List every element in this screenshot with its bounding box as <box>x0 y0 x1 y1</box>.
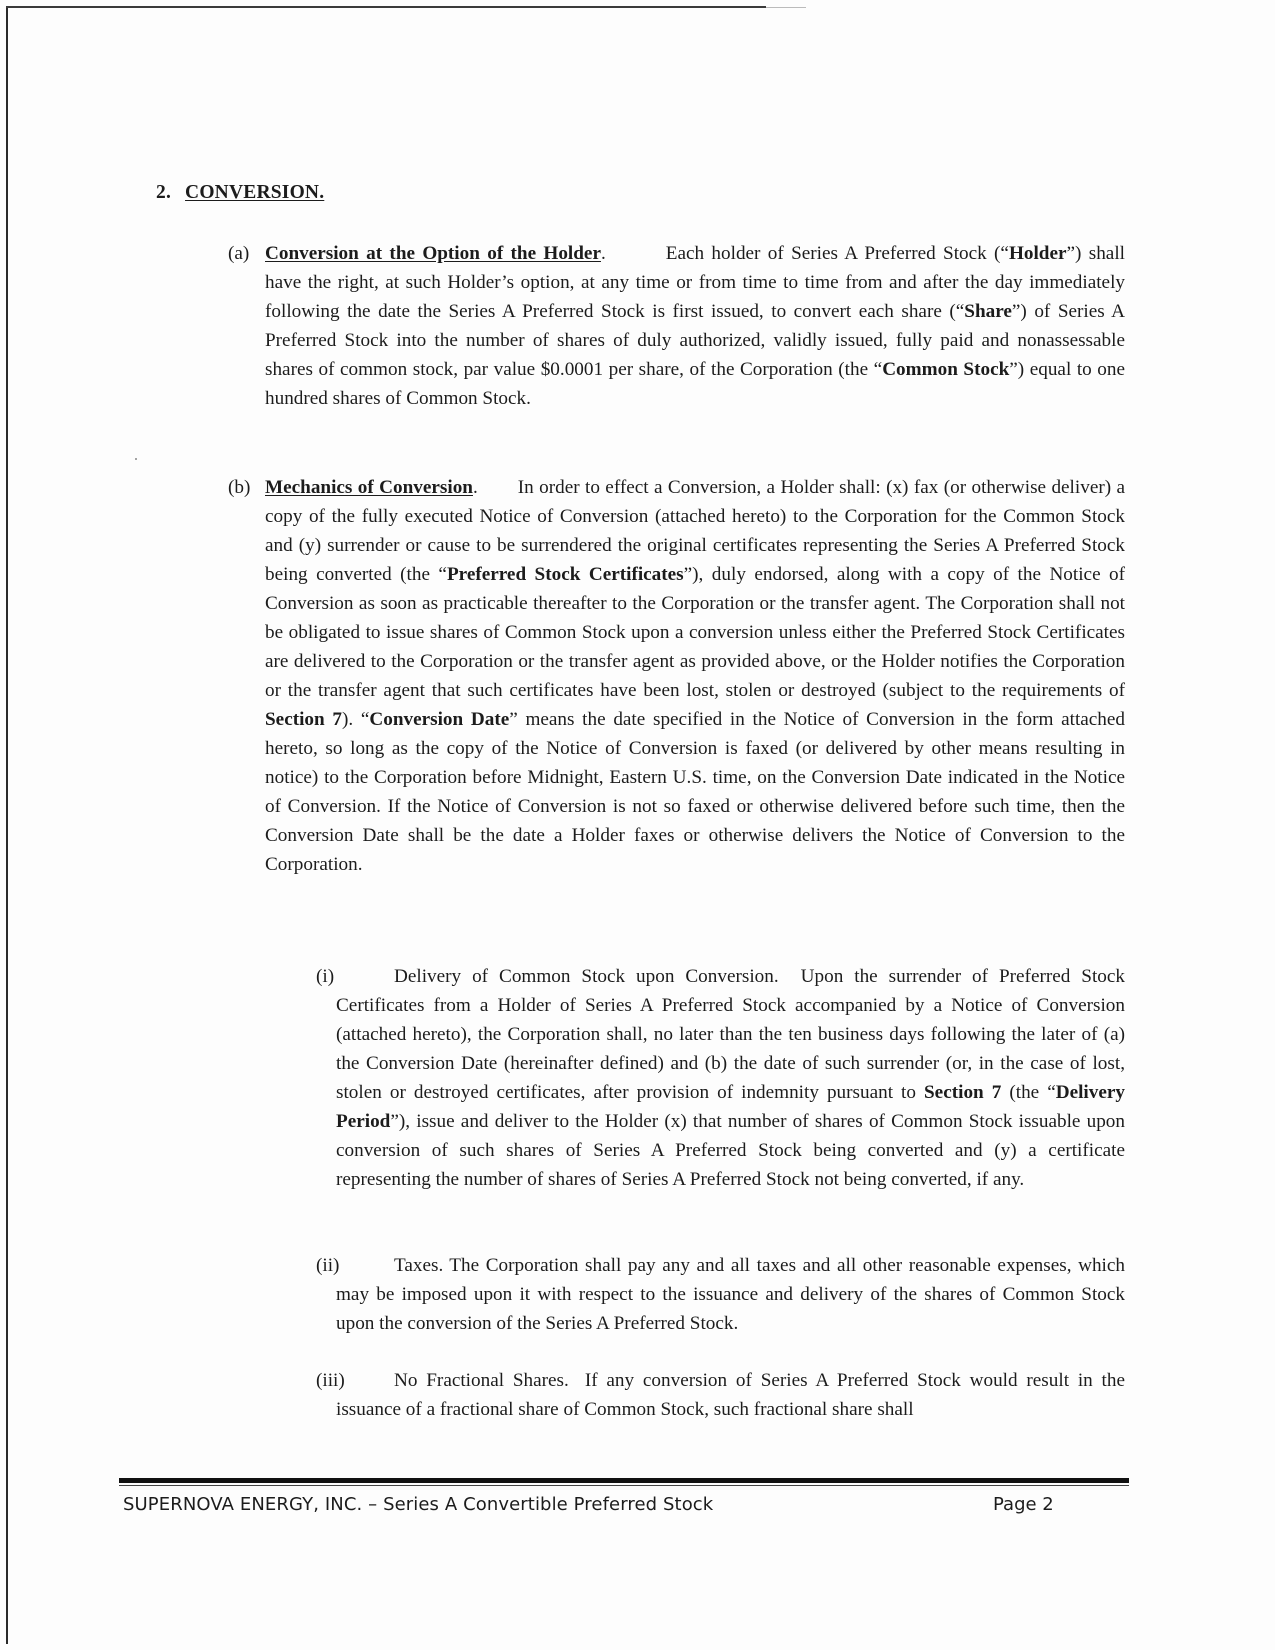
defined-term-share: Share <box>964 301 1012 322</box>
subparagraph-marker: (ii) <box>316 1255 340 1276</box>
footer-page-number: Page 2 <box>993 1494 1054 1515</box>
paragraph-heading: Mechanics of Conversion <box>265 477 473 498</box>
section-title: CONVERSION. <box>185 182 325 203</box>
paragraph-marker: (b) <box>228 477 251 498</box>
paragraph-text: ”), duly endorsed, along with a copy of the Notice of Conversion as soon as practicable thereafter to the Corporation or the transfer agent. The Corporation shall not be obligated to issue shares of Common Stock upon a conversion unless either the Preferred Stock Certificates are delivered to the Corporation or the transfer agent as provided above, or the Holder notifies the Corporation or the transfer agent that such certificates have been lost, stolen or destroyed (subject to the requirements of <box>265 564 1126 701</box>
defined-term-common-stock: Common Stock <box>882 359 1010 380</box>
footer-document-title: SUPERNOVA ENERGY, INC. – Series A Convertible Preferred Stock <box>123 1494 714 1515</box>
paragraph-heading: Conversion at the Option of the Holder <box>265 243 601 264</box>
subparagraph-heading: No Fractional Shares <box>394 1370 565 1391</box>
paragraph-heading-end: . <box>472 477 478 498</box>
section-heading <box>156 182 324 204</box>
defined-term-preferred-stock-certificates: Preferred Stock Certificates <box>446 564 684 585</box>
subparagraph-heading-end: . <box>564 1370 569 1391</box>
paragraph-text: In order to effect a Conversion, a Holder shall: (x) fax (or otherwise deliver) a copy of the fully executed Notice of Conversion (attached hereto) to the Corporation for the Common Stock and (y) surrender or cause to be surrendered the original certificates representing the Series A Preferred Stock being converted (the “ <box>265 477 1126 585</box>
paragraph-mechanics-of-conversion <box>228 473 1126 879</box>
subparagraph-text: ”), issue and deliver to the Holder (x) that number of shares of Common Stock issuable upon conversion of such shares of Series A Preferred Stock being converted and (y) a certificate representing the number of shares of Series A Preferred Stock not being converted, if any. <box>336 1111 1125 1190</box>
paragraph-text: ”) equal to one hundred shares of Common Stock. <box>265 359 1125 409</box>
section-reference: Section 7 <box>265 709 342 730</box>
paragraph-marker: (a) <box>228 243 250 264</box>
subparagraph-text: (the “ <box>1001 1082 1056 1103</box>
section-reference: Section 7 <box>924 1082 1002 1103</box>
paragraph-conversion-option <box>228 239 1126 413</box>
paragraph-text: ). “ <box>341 709 370 730</box>
footer-rule-thin <box>119 1485 1129 1486</box>
subparagraph-heading: Taxes <box>394 1255 439 1276</box>
subparagraph-heading: Delivery of Common Stock upon Conversion <box>394 966 774 987</box>
scan-edge-top <box>6 6 766 8</box>
scan-speck <box>135 458 137 460</box>
subparagraph-heading-end: . <box>773 966 779 987</box>
subparagraph-text: If any conversion of Series A Preferred Stock would result in the issuance of a fractional share of Common Stock, such fractional share shall <box>336 1370 1125 1420</box>
subparagraph-marker: (i) <box>316 966 335 987</box>
scan-edge-top-fade <box>766 7 806 8</box>
paragraph-text: ”) shall have the right, at such Holder’s option, at any time or from time to time from and after the day immediately following the date the Series A Preferred Stock is first issued, to convert each share (“ <box>265 243 1125 322</box>
defined-term-delivery-period: Delivery Period <box>336 1082 1125 1132</box>
section-number: 2. <box>156 182 172 203</box>
subparagraph-delivery-of-common-stock <box>316 962 1126 1194</box>
subparagraph-heading-end: . <box>438 1255 444 1276</box>
paragraph-text: ”) of Series A Preferred Stock into the number of shares of duly authorized, validly issued, fully paid and nonassessable shares of common stock, par value $0.0001 per share, of the Corporation (the “ <box>265 301 1126 380</box>
subparagraph-no-fractional-shares <box>316 1366 1125 1424</box>
subparagraph-marker: (iii) <box>316 1370 345 1391</box>
paragraph-text: ” means the date specified in the Notice of Conversion in the form attached hereto, so long as the copy of the Notice of Conversion is faxed (or delivered by other means resulting in notice) to the Corporation before Midnight, Eastern U.S. time, on the Conversion Date indicated in the Notice of Conversion. If the Notice of Conversion is not so faxed or otherwise delivered before such time, then the Conversion Date shall be the date a Holder faxes or otherwise delivers the Notice of Conversion to the Corporation. <box>265 709 1126 875</box>
paragraph-text: Each holder of Series A Preferred Stock (“ <box>665 243 1009 264</box>
subparagraph-text: The Corporation shall pay any and all taxes and all other reasonable expenses, which may be imposed upon it with respect to the issuance and delivery of the shares of Common Stock upon the conversion of the Series A Preferred Stock. <box>336 1255 1125 1334</box>
scan-edge-left <box>6 6 8 1644</box>
footer-rule <box>119 1478 1129 1483</box>
defined-term-conversion-date: Conversion Date <box>369 709 510 730</box>
paragraph-heading-end: . <box>600 243 606 264</box>
subparagraph-text: Upon the surrender of Preferred Stock Certificates from a Holder of Series A Preferred Stock accompanied by a Notice of Conversion (attached hereto), the Corporation shall, no later than the ten business days following the later of (a) the Conversion Date (hereinafter defined) and (b) the date of such surrender (or, in the case of lost, stolen or destroyed certificates, after provision of indemnity pursuant to <box>336 966 1126 1103</box>
subparagraph-taxes <box>316 1251 1125 1338</box>
defined-term-holder: Holder <box>1008 243 1067 264</box>
